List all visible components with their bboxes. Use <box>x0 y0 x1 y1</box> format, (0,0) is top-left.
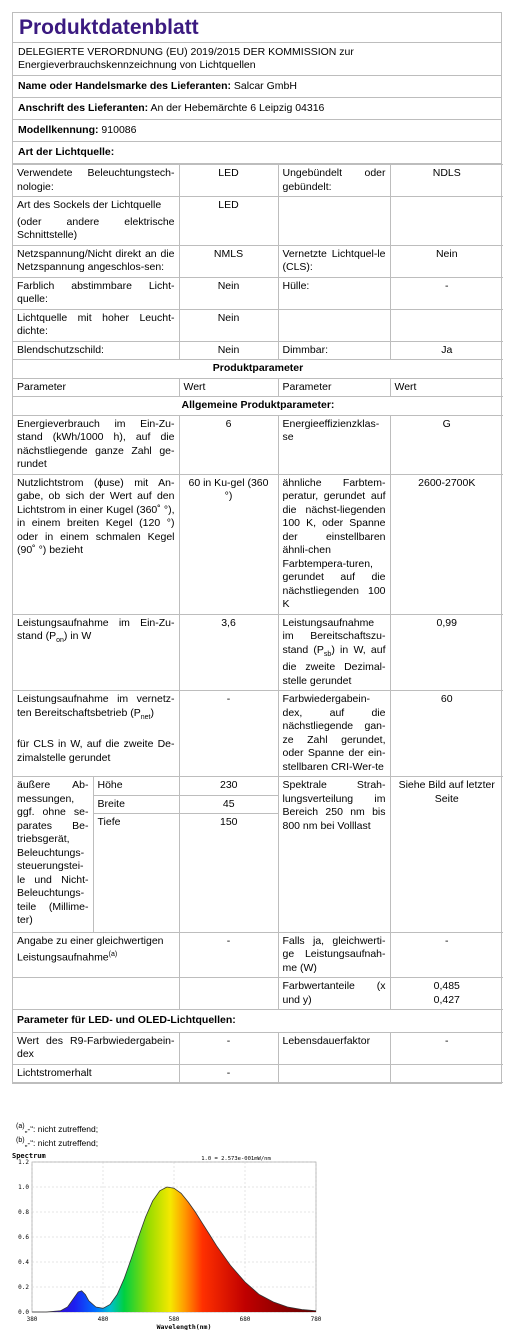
product-params-heading: Produktparameter <box>13 360 503 379</box>
socket-label-note: (oder andere elektrische Schnittstelle) <box>17 215 175 241</box>
param-value: LED <box>179 197 278 246</box>
flux-value: 60 in Ku-gel (360 °) <box>179 474 278 614</box>
regulation-text: DELEGIERTE VERORDNUNG (EU) 2019/2015 DER KOMMISSION zur Energieverbrauchskennzeichnung von Lichtquellen <box>13 43 501 76</box>
param-label <box>13 197 179 246</box>
table-row <box>13 277 503 309</box>
table-row <box>13 1032 503 1064</box>
y-tick-label: 0.0 <box>18 1309 29 1316</box>
param-value: Nein <box>390 245 503 277</box>
equiv-label <box>13 932 179 978</box>
maint-label: Lichtstromerhalt <box>13 1064 179 1083</box>
pnet-label-note: für CLS in W, auf die zweite De-zimalstelle gerundet <box>17 738 175 764</box>
param-value: LED <box>179 165 278 197</box>
x-tick-label: 680 <box>239 1316 251 1323</box>
page-title: Produktdatenblatt <box>13 13 501 43</box>
y-tick-label: 0.2 <box>18 1284 29 1291</box>
dim-name: Tiefe <box>93 814 179 832</box>
cct-label: ähnliche Farbtem-peratur, gerundet auf die nächst-liegenden 100 K, oder Spanne der einstellbaren ähnli-chen Farbtempera-turen, gerundet auf die nächstliegenden 100 K <box>278 474 390 614</box>
footnote <box>16 1121 98 1135</box>
spd-label: Spektrale Strah-lungsverteilung im Bereich 250 nm bis 800 nm bei Volllast <box>278 777 390 933</box>
y-tick-label: 0.6 <box>18 1234 29 1241</box>
dim-name: Höhe <box>93 777 179 795</box>
column-header: Wert <box>179 378 278 397</box>
param-label <box>278 197 390 246</box>
flux-label: Nutzlichtstrom (ɸuse) mit An-gabe, ob sich der Wert auf den Lichtstrom in einer Kugel (360˚ °), in einem breiten Kegel (120 °) oder in einem schmalen Kegel (90˚ °) bezieht <box>13 474 179 614</box>
equiv-sup: (a) <box>108 951 118 959</box>
supplier-name-label: Name oder Handelsmarke des Lieferanten: <box>18 80 231 92</box>
pnet-label-tail: ) <box>150 706 154 719</box>
pnet-label-text: Leistungsaufnahme im vernetz-ten Bereitschaftsbetrieb (P <box>17 693 175 719</box>
footnote-mark: (a) <box>16 1123 25 1130</box>
psb-value: 0,99 <box>390 614 503 691</box>
x-axis-label: Wavelength(nm) <box>156 1323 212 1330</box>
cri-label: Farbwiedergabein-dex, auf die nächstliegende gan-ze Zahl gerundet, oder Spanne der ein-stellbaren CRI-Wer-te <box>278 691 390 777</box>
x-tick-label: 580 <box>168 1316 180 1323</box>
spectrum-area <box>32 1187 316 1312</box>
dimensions-cell <box>13 777 278 933</box>
table-row <box>13 397 503 416</box>
table-row <box>13 1064 503 1083</box>
chroma-value <box>390 978 503 1010</box>
general-params-heading: Allgemeine Produktparameter: <box>13 397 503 416</box>
y-tick-label: 0.8 <box>18 1209 29 1216</box>
equiv-label-text: Angabe zu einer gleichwertigen Leistungsaufnahme <box>17 934 164 964</box>
psb-sub: sb <box>323 650 332 658</box>
param-value <box>390 309 503 341</box>
pnet-sub: net <box>140 713 151 721</box>
socket-label: Art des Sockels der Lichtquelle <box>17 199 162 211</box>
empty-cell <box>179 978 278 1010</box>
pon-value: 3,6 <box>179 614 278 691</box>
table-row <box>13 197 503 246</box>
y-tick-label: 0.4 <box>18 1259 29 1266</box>
life-value: - <box>390 1032 503 1064</box>
footnote <box>16 1135 98 1149</box>
chroma-label: Farbwertanteile (x und y) <box>278 978 390 1010</box>
column-header: Wert <box>390 378 503 397</box>
footnote-text: „-“: nicht zutreffend; <box>24 1123 99 1134</box>
param-value <box>390 197 503 246</box>
spd-value: Siehe Bild auf letzter Seite <box>390 777 503 933</box>
pnet-label <box>13 691 179 777</box>
product-data-sheet <box>12 12 502 1084</box>
chart-title: Spectrum <box>12 1152 46 1160</box>
pnet-value: - <box>179 691 278 777</box>
r9-label: Wert des R9-Farbwiedergabein-dex <box>13 1032 179 1064</box>
chroma-y: 0,427 <box>433 993 460 1006</box>
table-row <box>13 932 503 978</box>
maint-value: - <box>179 1064 278 1083</box>
source-type-heading: Art der Lichtquelle: <box>13 142 501 164</box>
life-label: Lebensdauerfaktor <box>278 1032 390 1064</box>
table-row <box>13 378 503 397</box>
eeclass-value: G <box>390 415 503 474</box>
energy-label: Energieverbrauch im Ein-Zu-stand (kWh/1000 h), auf die nächstliegende ganze Zahl ge-rundet <box>13 415 179 474</box>
table-row <box>13 360 503 379</box>
y-tick-label: 1.0 <box>18 1184 29 1191</box>
column-header: Parameter <box>13 378 179 397</box>
source-type-table <box>13 164 503 1083</box>
param-label: Netzspannung/Nicht direkt an die Netzspannung angeschlos-sen: <box>13 245 179 277</box>
param-label <box>278 309 390 341</box>
empty-cell <box>13 978 179 1010</box>
param-label: Farblich abstimmbare Licht-quelle: <box>13 277 179 309</box>
x-tick-label: 480 <box>97 1316 109 1323</box>
psb-label-text: Leistungsaufnahme im Bereitschaftszu-stand (P <box>282 616 386 656</box>
param-label: Ungebündelt oder gebündelt: <box>278 165 390 197</box>
dim-value: 45 <box>179 795 278 814</box>
param-value: - <box>390 277 503 309</box>
r9-value: - <box>179 1032 278 1064</box>
table-row <box>13 474 503 614</box>
dim-name: Breite <box>93 795 179 814</box>
cri-value: 60 <box>390 691 503 777</box>
param-label: Dimmbar: <box>278 341 390 360</box>
energy-value: 6 <box>179 415 278 474</box>
eeclass-label: Energieeffizienzklas-se <box>278 415 390 474</box>
supplier-address-label: Anschrift des Lieferanten: <box>18 102 149 114</box>
param-value: NMLS <box>179 245 278 277</box>
equiv-power-value: - <box>390 932 503 978</box>
equiv-power-label: Falls ja, gleichwerti-ge Leistungsaufnah-me (W) <box>278 932 390 978</box>
table-row <box>13 309 503 341</box>
table-row <box>13 415 503 474</box>
table-row <box>13 691 503 777</box>
x-tick-label: 380 <box>26 1316 38 1323</box>
table-row <box>13 614 503 691</box>
cct-value: 2600-2700K <box>390 474 503 614</box>
param-label: Vernetzte Lichtquel-le (CLS): <box>278 245 390 277</box>
model-id-row <box>13 120 501 142</box>
supplier-address-row <box>13 98 501 120</box>
chroma-x: 0,485 <box>433 980 460 993</box>
empty-cell <box>278 1064 390 1083</box>
psb-label <box>278 614 390 691</box>
pon-label-tail: ) in W <box>63 630 92 642</box>
model-id-label: Modellkennung: <box>18 124 99 136</box>
table-row <box>13 777 503 933</box>
param-value: Ja <box>390 341 503 360</box>
footnote-mark: (b) <box>16 1137 25 1144</box>
equiv-value: - <box>179 932 278 978</box>
table-row <box>13 1010 503 1033</box>
table-row <box>13 341 503 360</box>
table-row <box>13 978 503 1010</box>
table-row <box>13 245 503 277</box>
chart-annotation: 1.0 = 2.573e-001mW/nm <box>201 1156 271 1162</box>
param-label: Lichtquelle mit hoher Leucht-dichte: <box>13 309 179 341</box>
dim-value: 230 <box>179 777 278 795</box>
model-id: 910086 <box>101 124 137 136</box>
param-value: NDLS <box>390 165 503 197</box>
led-params-heading: Parameter für LED- und OLED-Lichtquellen: <box>13 1010 503 1033</box>
supplier-name: Salcar GmbH <box>233 80 297 92</box>
y-tick-label: 1.2 <box>18 1159 29 1166</box>
param-label: Blendschutzschild: <box>13 341 179 360</box>
dimensions-label: äußere Ab-messungen, ggf. ohne se-parates Be-triebsgerät, Beleuchtungs-steuerungstei-le und Nicht-Beleuchtungs-teile (Millime-ter) <box>13 777 93 932</box>
pon-sub: on <box>56 637 64 645</box>
x-tick-label: 780 <box>310 1316 322 1323</box>
param-label: Verwendete Beleuchtungstech-nologie: <box>13 165 179 197</box>
pon-label-text: Leistungsaufnahme im Ein-Zu-stand (P <box>17 616 175 642</box>
param-value: Nein <box>179 309 278 341</box>
param-label: Hülle: <box>278 277 390 309</box>
table-row <box>13 165 503 197</box>
spectrum-chart <box>8 1150 508 1330</box>
footnote-text: „-“: nicht zutreffend; <box>24 1137 99 1148</box>
empty-cell <box>390 1064 503 1083</box>
supplier-address: An der Hebemärchte 6 Leipzig 04316 <box>150 102 325 114</box>
dim-value: 150 <box>179 814 278 832</box>
psb-label-tail: ) in W, auf die zweite Dezimal-stelle gerundet <box>282 643 386 687</box>
column-header: Parameter <box>278 378 390 397</box>
supplier-name-row <box>13 76 501 98</box>
param-value: Nein <box>179 277 278 309</box>
param-value: Nein <box>179 341 278 360</box>
pon-label <box>13 614 179 691</box>
